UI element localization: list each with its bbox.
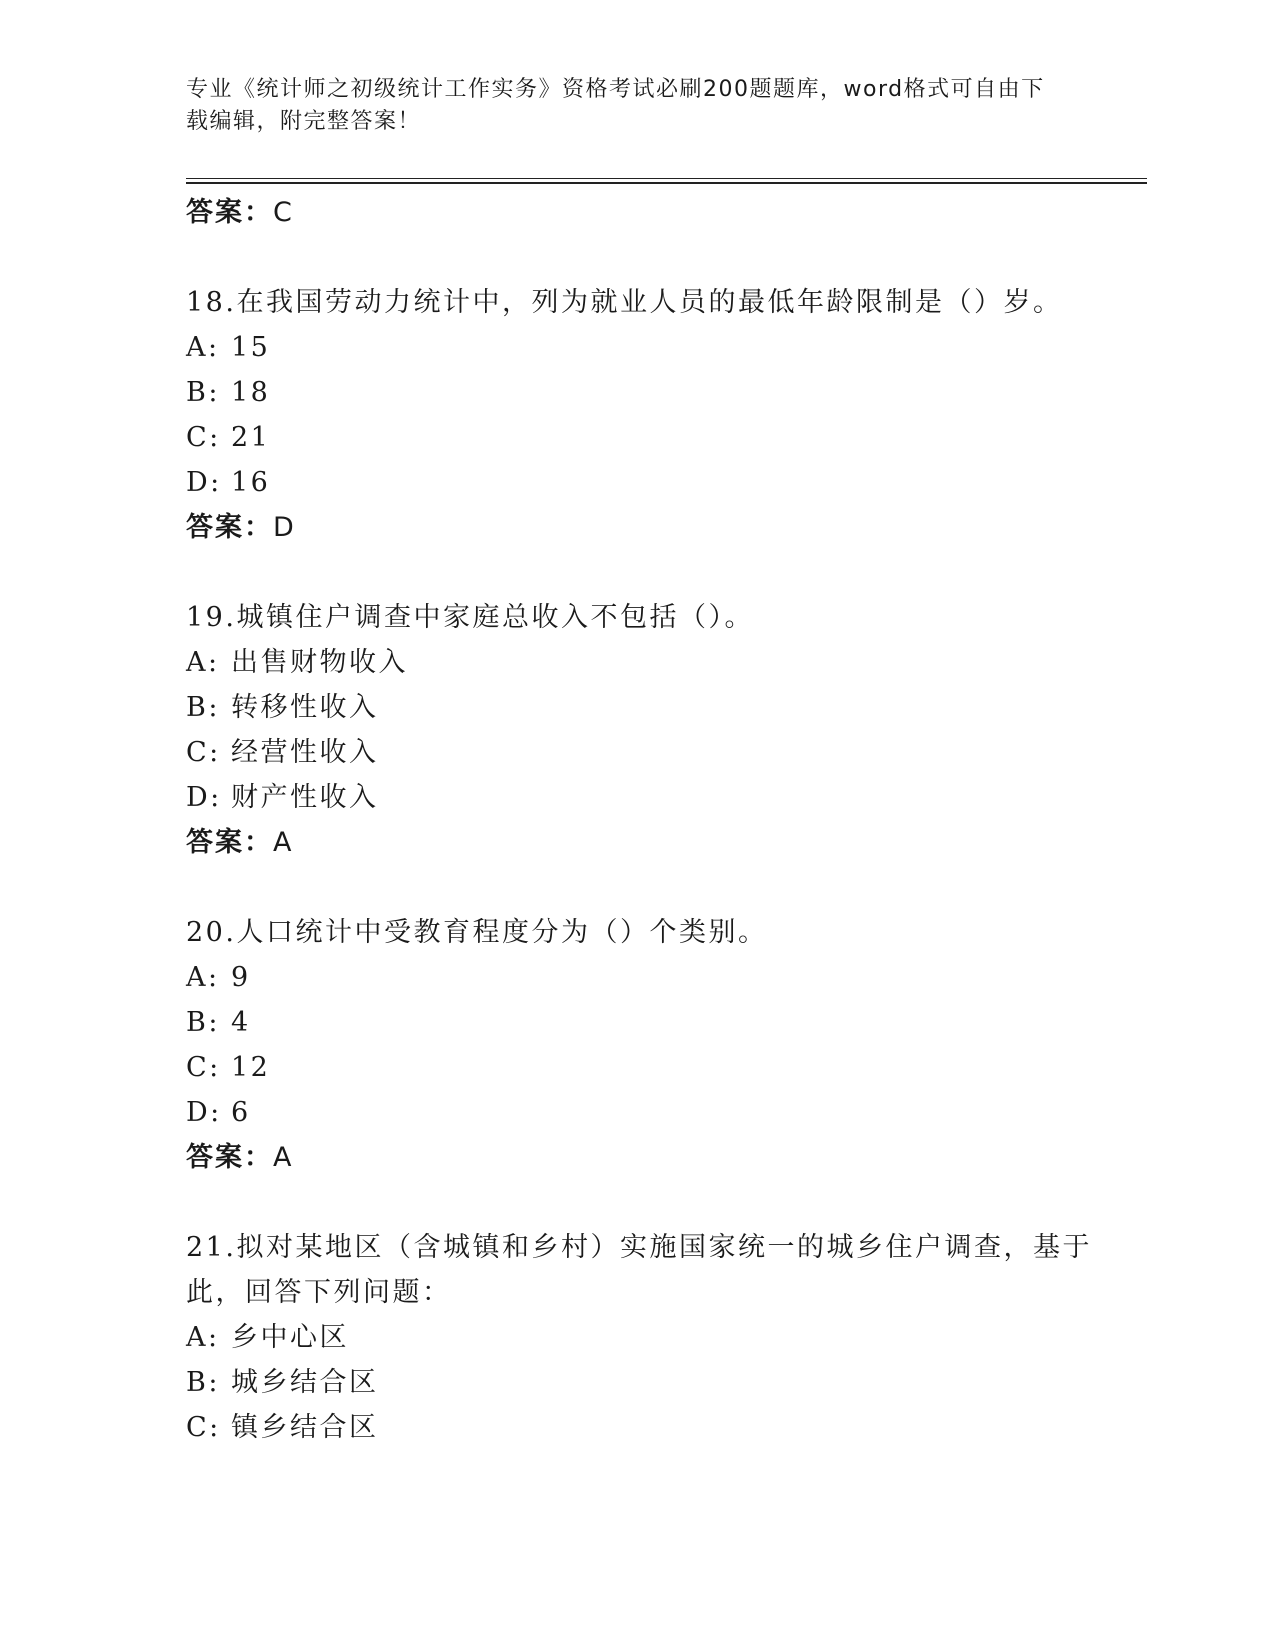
option-text: 转移性收入 <box>231 692 379 723</box>
question-list <box>186 190 1092 1450</box>
option-b <box>186 1000 1086 1045</box>
option-key: C: <box>186 1412 221 1443</box>
question-stem: 18.在我国劳动力统计中，列为就业人员的最低年龄限制是（）岁。 <box>186 287 1063 318</box>
option-text: 4 <box>231 1007 251 1038</box>
option-key: C: <box>186 422 221 453</box>
answer-label: 答案： <box>186 1142 273 1173</box>
option-a <box>186 325 1086 370</box>
option-text: 18 <box>231 377 271 408</box>
option-key: B: <box>186 377 220 408</box>
question-stem: 20.人口统计中受教育程度分为（）个类别。 <box>186 917 768 948</box>
option-c <box>186 730 1086 775</box>
option-text: 6 <box>231 1097 251 1128</box>
option-d <box>186 460 1086 505</box>
option-b <box>186 1360 1086 1405</box>
option-key: A: <box>186 1322 220 1353</box>
option-b <box>186 685 1086 730</box>
option-text: 16 <box>231 467 271 498</box>
answer-line <box>186 190 1086 235</box>
answer-label: 答案： <box>186 827 273 858</box>
option-c <box>186 1045 1086 1090</box>
option-b <box>186 370 1086 415</box>
option-text: 出售财物收入 <box>231 647 408 678</box>
option-text: 12 <box>231 1052 271 1083</box>
option-text: 15 <box>231 332 271 363</box>
question-stem: 21.拟对某地区（含城镇和乡村）实施国家统一的城乡住户调查，基于 <box>186 1232 1092 1263</box>
option-a <box>186 640 1086 685</box>
option-key: A: <box>186 332 220 363</box>
answer-value: D <box>273 512 295 543</box>
option-text: 财产性收入 <box>231 782 379 813</box>
option-text: 21 <box>231 422 271 453</box>
option-key: B: <box>186 1007 220 1038</box>
answer-line <box>186 1135 1086 1180</box>
answer-label: 答案： <box>186 197 273 228</box>
option-key: D: <box>186 782 222 813</box>
option-c <box>186 1405 1086 1450</box>
option-key: C: <box>186 737 221 768</box>
option-key: D: <box>186 467 222 498</box>
answer-value: C <box>273 197 293 228</box>
option-key: A: <box>186 647 220 678</box>
answer-label: 答案： <box>186 512 273 543</box>
option-key: B: <box>186 1367 220 1398</box>
option-text: 城乡结合区 <box>231 1367 379 1398</box>
header-divider-thick <box>186 182 1147 184</box>
option-key: B: <box>186 692 220 723</box>
option-key: D: <box>186 1097 222 1128</box>
option-text: 经营性收入 <box>231 737 379 768</box>
answer-value: A <box>273 1142 293 1173</box>
answer-value: A <box>273 827 293 858</box>
option-key: C: <box>186 1052 221 1083</box>
option-a <box>186 1315 1086 1360</box>
page-header: 专业《统计师之初级统计工作实务》资格考试必刷200题题库，word格式可自由下载编辑，附完整答案！ <box>186 77 1045 134</box>
option-d <box>186 1090 1086 1135</box>
question-stem-continued: 此，回答下列问题： <box>186 1277 452 1308</box>
answer-line <box>186 820 1086 865</box>
option-key: A: <box>186 962 220 993</box>
option-d <box>186 775 1086 820</box>
option-text: 9 <box>231 962 251 993</box>
answer-line <box>186 505 1086 550</box>
option-a <box>186 955 1086 1000</box>
question-stem: 19.城镇住户调查中家庭总收入不包括（）。 <box>186 602 754 633</box>
option-c <box>186 415 1086 460</box>
option-text: 乡中心区 <box>231 1322 349 1353</box>
option-text: 镇乡结合区 <box>231 1412 379 1443</box>
header-divider <box>186 178 1147 179</box>
